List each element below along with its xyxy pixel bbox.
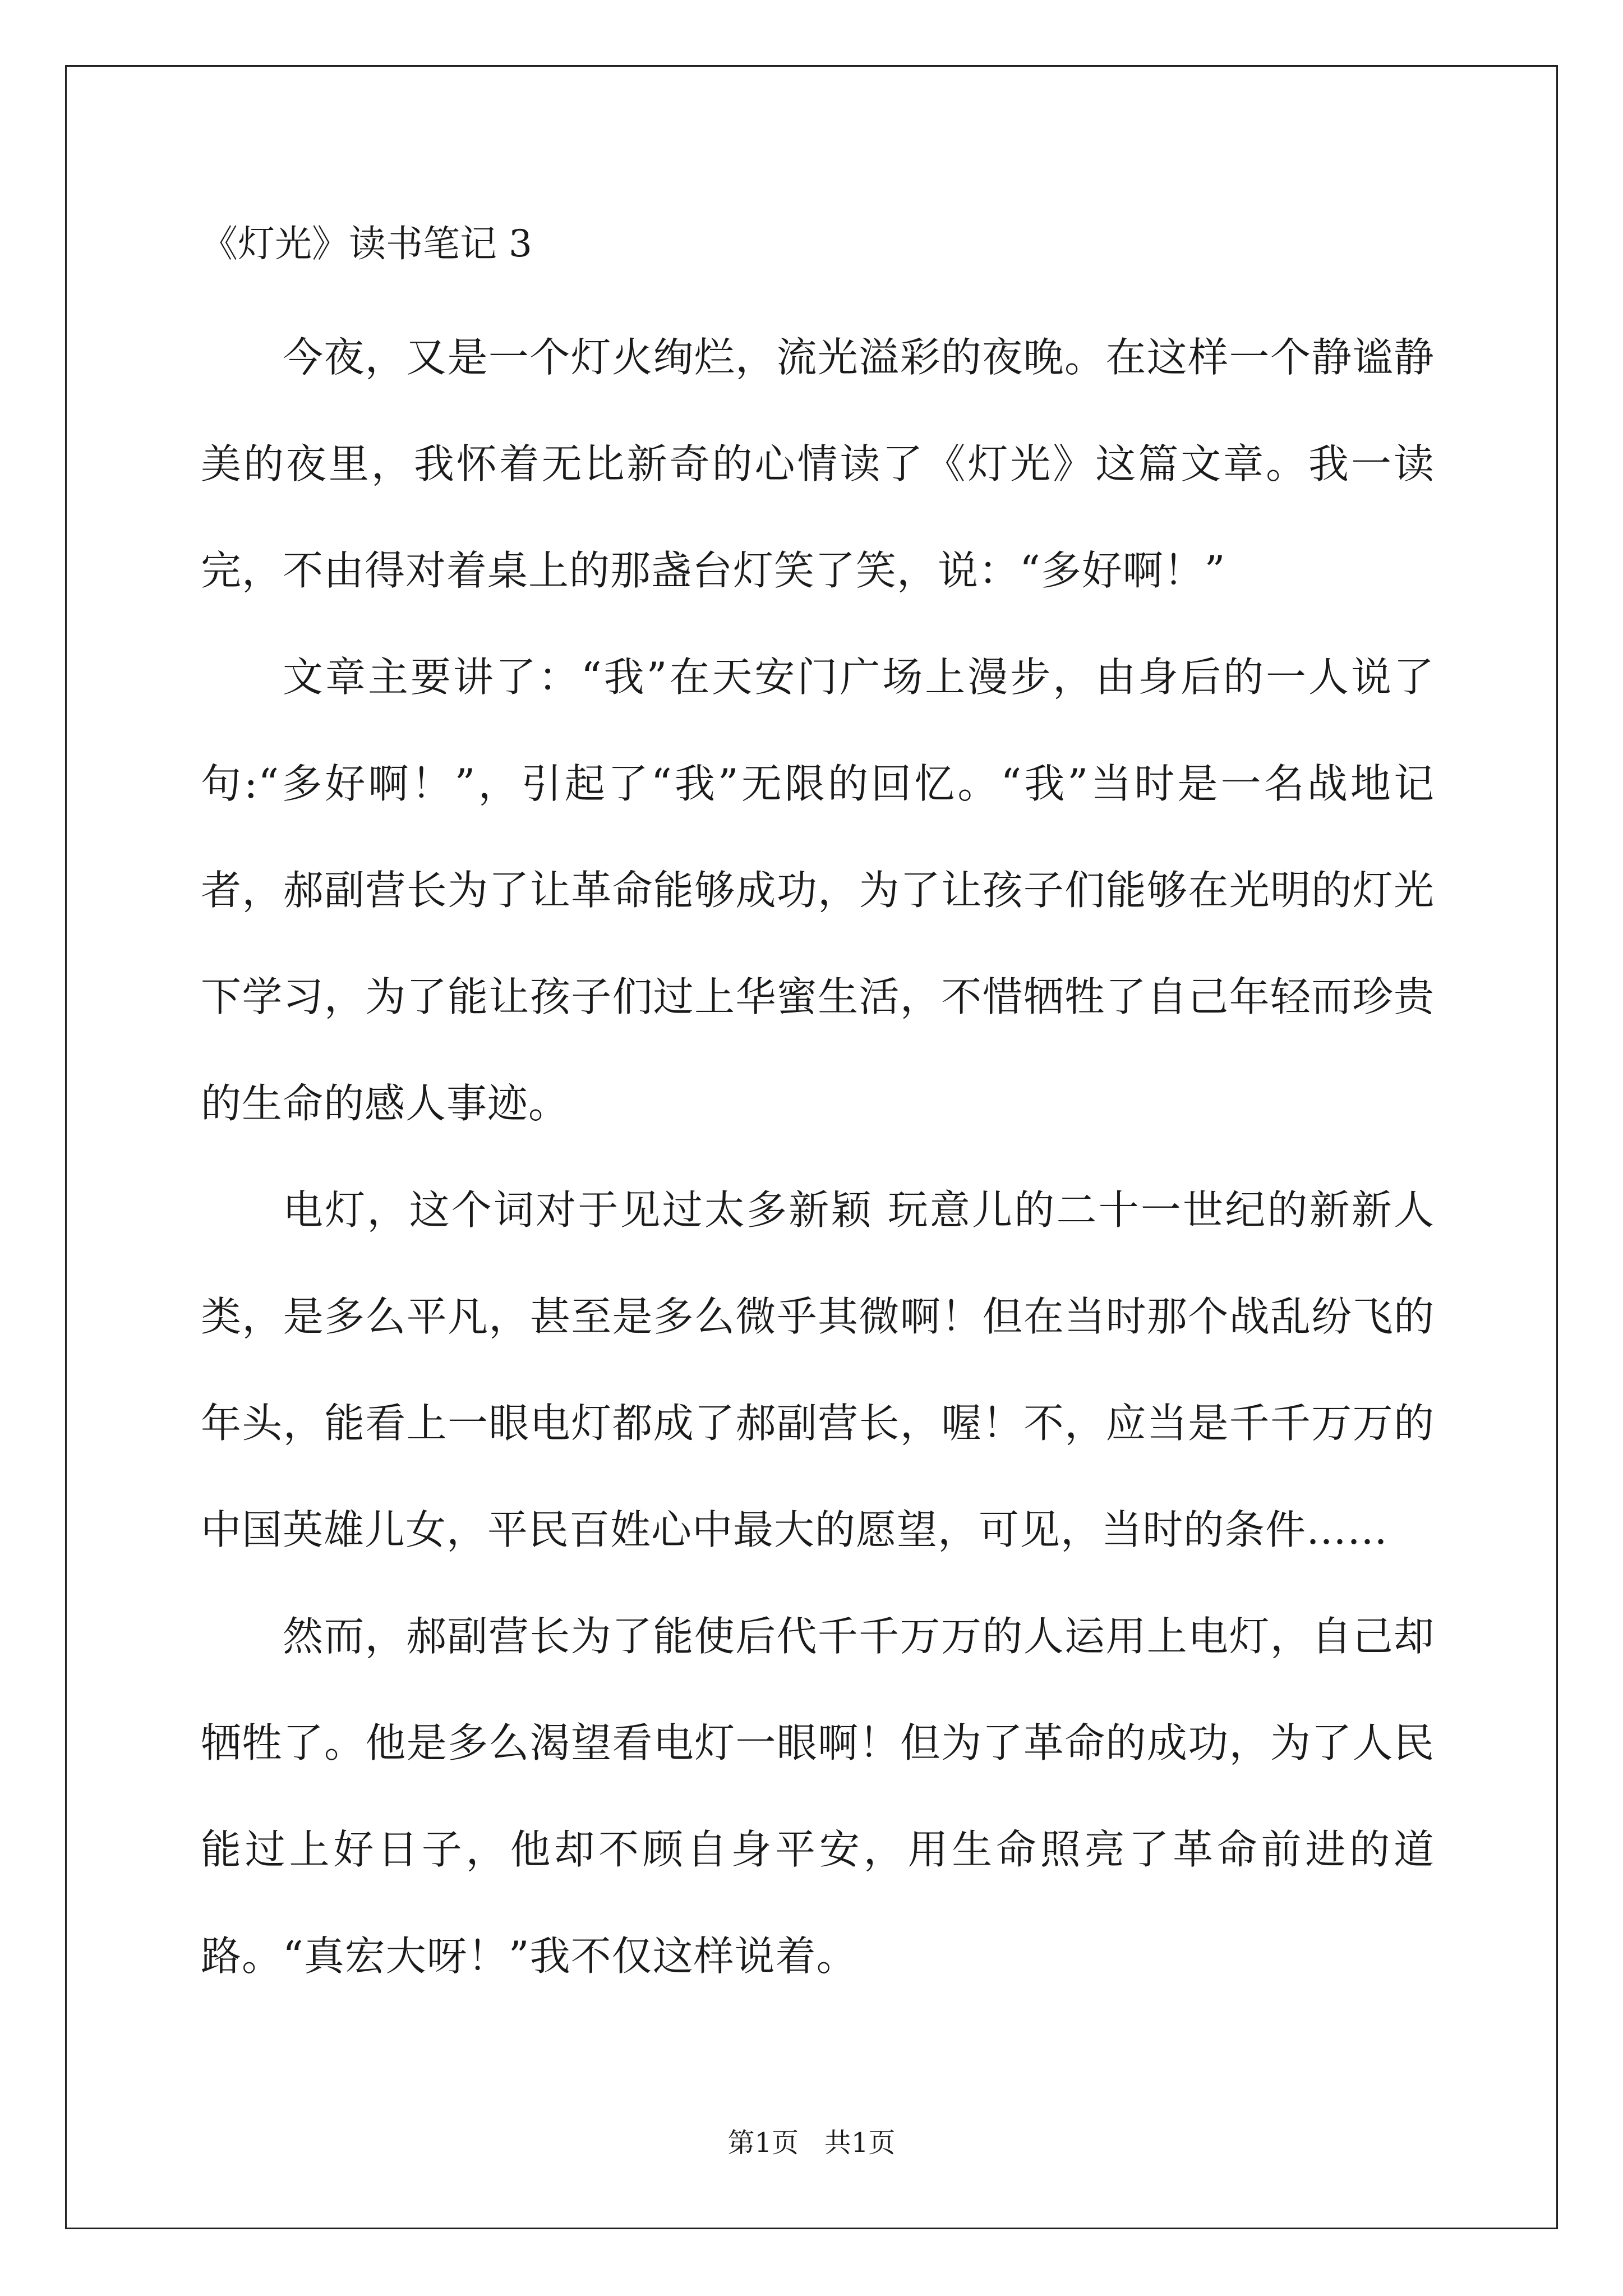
- paragraph-1: 今夜，又是一个灯火绚烂，流光溢彩的夜晚。在这样一个静谧静美的夜里，我怀着无比新奇的心情读了《灯光》这篇文章。我一读完，不由得对着桌上的那盏台灯笑了笑，说：“多好啊！”: [201, 334, 1435, 594]
- page-number-footer: 第1页 共1页: [727, 2127, 896, 2159]
- paragraph-3: 电灯，这个词对于见过太多新颖 玩意儿的二十一世纪的新新人类，是多么平凡，甚至是多么微乎其微啊！但在当时那个战乱纷飞的年头，能看上一眼电灯都成了郝副营长，喔！不，应当是千千万万的中国英雄儿女，平民百姓心中最大的愿望，可见，当时的条件……: [201, 1186, 1435, 1553]
- document-body: [201, 219, 1435, 2009]
- paragraph-4: 然而，郝副营长为了能使后代千千万万的人运用上电灯，自己却牺牲了。他是多么渴望看电灯一眼啊！但为了革命的成功，为了人民能过上好日子，他却不顾自身平安，用生命照亮了革命前进的道路。“真宏大呀！”我不仅这样说着。: [201, 1613, 1435, 1980]
- paragraph-2: 文章主要讲了：“我”在天安门广场上漫步，由身后的一人说了句:“多好啊！”，引起了“我”无限的回忆。“我”当时是一名战地记者，郝副营长为了让革命能够成功，为了让孩子们能够在光明的灯光下学习，为了能让孩子们过上华蜜生活，不惜牺牲了自己年轻而珍贵的生命的感人事迹。: [201, 654, 1435, 1127]
- document-title: 《灯光》读书笔记 3: [201, 222, 532, 265]
